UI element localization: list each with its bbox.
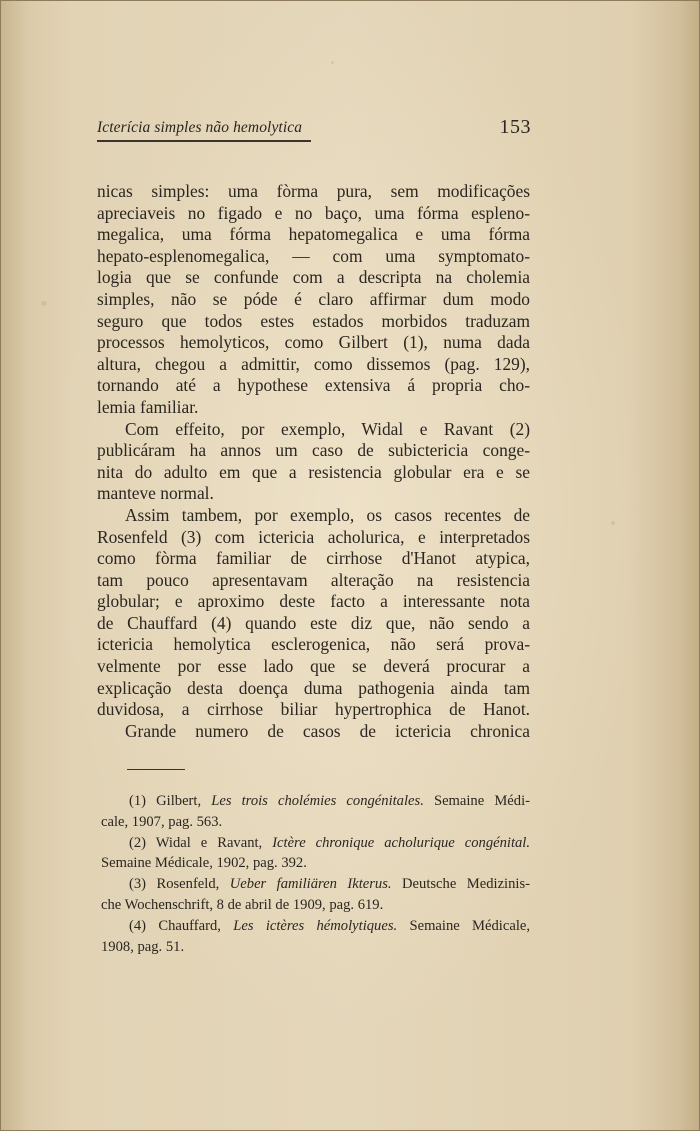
- text-line: apreciaveis no figado e no baço, uma fórma espleno-: [97, 202, 530, 223]
- footnote-ref: (3) Rosenfeld,: [129, 876, 230, 893]
- page-header: [97, 117, 531, 141]
- text-line: nita do adulto em que a resistencia globular era e se: [97, 461, 530, 482]
- footnote-ref: (4) Chauffard,: [129, 917, 234, 934]
- text-line: tornando até a hypothese extensiva á propria cho-: [97, 375, 530, 396]
- footnote-title: Ueber familiären Ikterus.: [229, 876, 392, 893]
- footnote-line: [101, 916, 530, 937]
- footnote-2: [101, 833, 530, 875]
- footnote-4: [101, 916, 530, 958]
- paragraph-first-line: Grande numero de casos de ictericia chronica: [125, 720, 530, 741]
- text-line: seguro que todos estes estados morbidos traduzam: [97, 310, 530, 331]
- text-line: explicação desta doença duma pathogenia ainda tam: [97, 677, 530, 698]
- footnote-source: Deutsche Medizinis-: [391, 876, 530, 893]
- footnote-line: [101, 791, 530, 812]
- text-line: hepato-esplenomegalica, — com uma symptomato-: [97, 245, 530, 266]
- text-line: simples, não se póde é claro affirmar dum modo: [97, 288, 530, 309]
- footnote-ref: (2) Widal e Ravant,: [129, 834, 273, 851]
- paragraph-first-line: Com effeito, por exemplo, Widal e Ravant (2): [125, 418, 530, 439]
- footnote-line: cale, 1907, pag. 563.: [101, 813, 223, 830]
- text-line: duvidosa, a cirrhose biliar hypertrophica de Hanot.: [97, 699, 530, 720]
- text-line: manteve normal.: [97, 483, 214, 504]
- footnote-line: che Wochenschrift, 8 de abril de 1909, pag. 619.: [101, 896, 384, 913]
- text-line: ictericia hemolytica esclerogenica, não será prova-: [97, 634, 530, 655]
- text-line: como fòrma familiar de cirrhose d'Hanot atypica,: [97, 548, 530, 569]
- footnote-line: [101, 874, 530, 895]
- text-line: nicas simples: uma fòrma pura, sem modificações: [97, 181, 530, 201]
- footnote-3: [101, 874, 530, 916]
- running-title: Icterícia simples não hemolytica: [97, 119, 303, 136]
- foxing-spot: [41, 301, 47, 306]
- foxing-spot: [611, 521, 615, 525]
- footnote-line: 1908, pag. 51.: [101, 938, 185, 955]
- text-line: lemia familiar.: [97, 396, 199, 417]
- text-line: tam pouco apresentavam alteração na resistencia: [97, 569, 530, 590]
- header-rule: [97, 140, 311, 142]
- footnote-title: Les trois cholémies congénitales.: [211, 793, 424, 809]
- footnote-1: [101, 791, 530, 833]
- footnote-title: Ictère chronique acholurique congénital.: [272, 834, 530, 851]
- footnote-title: Les ictères hémolytiques.: [233, 917, 398, 934]
- footnote-line: [101, 833, 530, 854]
- text-line: processos hemolyticos, como Gilbert (1), numa dada: [97, 332, 530, 353]
- footnote-ref: (1) Gilbert,: [129, 793, 212, 809]
- footnote-source: Semaine Médi-: [423, 793, 530, 809]
- page-number: 153: [499, 116, 531, 138]
- text-line: de Chauffard (4) quando este diz que, não sendo a: [97, 612, 530, 633]
- text-line: publicáram ha annos um caso de subictericia conge-: [97, 440, 530, 461]
- text-line: velmente por esse lado que se deverá procurar a: [97, 656, 530, 677]
- text-line: logia que se confunde com a descripta na cholemia: [97, 267, 530, 288]
- footnote-line: Semaine Médicale, 1902, pag. 392.: [101, 855, 307, 872]
- footnote-rule: [127, 769, 185, 770]
- foxing-spot: [331, 61, 334, 64]
- text-line: megalica, uma fórma hepatomegalica e uma fórma: [97, 224, 530, 245]
- paragraph-first-line: Assim tambem, por exemplo, os casos recentes de: [125, 504, 530, 525]
- body-text: [97, 181, 530, 742]
- text-line: altura, chegou a admittir, como dissemos (pag. 129),: [97, 353, 530, 374]
- footnotes: [101, 791, 530, 957]
- footnote-source: Semaine Médicale,: [397, 917, 530, 934]
- text-line: Rosenfeld (3) com ictericia acholurica, e interpretados: [97, 526, 530, 547]
- text-line: globular; e aproximo deste facto a interessante nota: [97, 591, 530, 612]
